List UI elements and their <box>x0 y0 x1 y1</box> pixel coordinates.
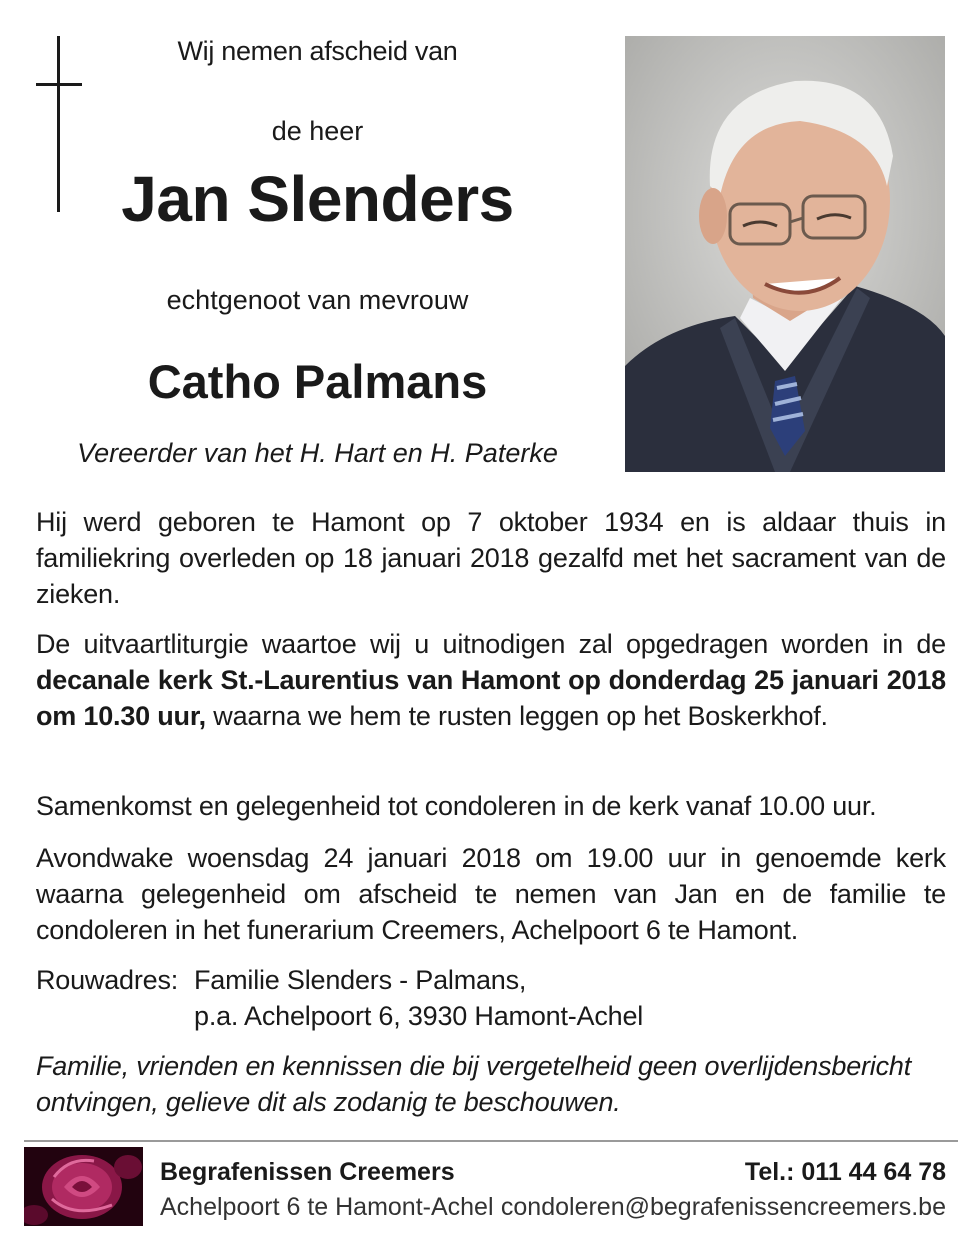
cross-icon-bar <box>36 83 82 86</box>
address-label: Rouwadres: <box>36 965 179 995</box>
funeral-home-email[interactable]: condoleren@begrafenissencreemers.be <box>500 1193 946 1221</box>
relation-text: echtgenoot van mevrouw <box>166 285 469 315</box>
footer-divider <box>24 1140 958 1142</box>
address-line-1: Familie Slenders - Palmans, <box>194 965 527 995</box>
mourning-address <box>36 962 946 1034</box>
funeral-paragraph: De uitvaartliturgie waartoe wij u uitnodigen zal opgedragen worden in de decanale kerk St.-Laurentius van Hamont op donderdag 25 januari 2018 om 10.30 uur, waarna we hem te rusten leggen op het Boskerkhof. <box>36 629 946 731</box>
funeral-home-name: Begrafenissen Creemers <box>160 1158 455 1186</box>
funeral-home-phone: Tel.: 011 44 64 78 <box>744 1158 946 1186</box>
address-line-2: p.a. Achelpoort 6, 3930 Hamont-Achel <box>194 1001 644 1031</box>
birth-death-paragraph: Hij werd geboren te Hamont op 7 oktober 1934 en is aldaar thuis in familiekring overleden op 18 januari 2018 gezalfd met het sacrament van de zieken. <box>36 507 946 609</box>
rose-image <box>24 1147 143 1226</box>
condolence-paragraph: Samenkomst en gelegenheid tot condoleren in de kerk vanaf 10.00 uur. <box>36 791 877 821</box>
wake-paragraph: Avondwake woensdag 24 januari 2018 om 19.00 uur in genoemde kerk waarna gelegenheid om afscheid te nemen van Jan en de familie te condoleren in het funerarium Creemers, Achelpoort 6 te Hamont. <box>36 843 946 945</box>
funeral-location-date: decanale kerk St.-Laurentius van Hamont op donderdag 25 januari 2018 om 10.30 uur, <box>36 665 946 731</box>
portrait-photo <box>625 36 945 472</box>
deceased-name: Jan Slenders <box>121 163 514 235</box>
intro-text: Wij nemen afscheid van <box>177 36 458 66</box>
motto: Vereerder van het H. Hart en H. Paterke <box>77 438 558 468</box>
honorific: de heer <box>271 116 364 146</box>
funeral-home-address: Achelpoort 6 te Hamont-Achel <box>160 1193 494 1221</box>
spouse-name: Catho Palmans <box>147 355 488 408</box>
footnote: Familie, vrienden en kennissen die bij vergetelheid geen overlijdensbericht ontvingen, gelieve dit als zodanig te beschouwen. <box>36 1051 912 1117</box>
